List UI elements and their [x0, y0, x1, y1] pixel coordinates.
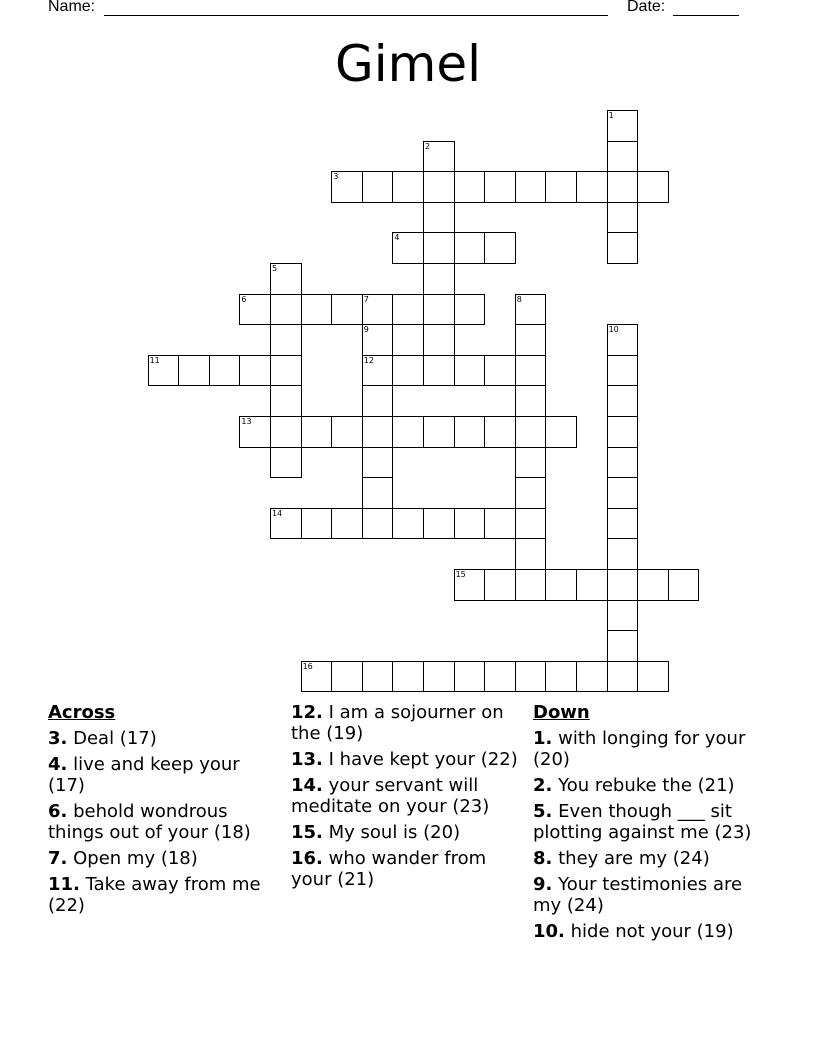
grid-cell[interactable] [423, 202, 455, 234]
cell-number: 8 [516, 294, 522, 304]
grid-cell[interactable] [392, 171, 424, 203]
cell-number: 14 [272, 508, 283, 518]
grid-cell[interactable] [454, 416, 486, 448]
grid-cell[interactable] [331, 294, 363, 326]
grid-cell[interactable] [392, 508, 424, 540]
grid-cell[interactable] [607, 141, 639, 173]
grid-cell[interactable] [607, 538, 639, 570]
grid-cell[interactable] [301, 661, 333, 693]
grid-cell[interactable] [545, 416, 577, 448]
grid-cell[interactable] [576, 171, 608, 203]
grid-cell[interactable] [301, 294, 333, 326]
grid-cell[interactable] [362, 385, 394, 417]
grid-cell[interactable] [515, 416, 547, 448]
grid-cell[interactable] [423, 171, 455, 203]
clue-text: live and keep your (17) [48, 754, 240, 796]
grid-cell[interactable] [515, 538, 547, 570]
grid-cell[interactable] [454, 569, 486, 601]
grid-cell[interactable] [331, 661, 363, 693]
grid-cell[interactable] [545, 661, 577, 693]
clue-number: 7. [48, 848, 68, 869]
grid-cell[interactable] [362, 661, 394, 693]
cell-number: 4 [394, 233, 400, 243]
clue-text: Take away from me (22) [48, 874, 261, 916]
grid-cell[interactable] [362, 324, 394, 356]
across-clues-continued [291, 702, 523, 895]
grid-cell[interactable] [515, 324, 547, 356]
grid-cell[interactable] [607, 324, 639, 356]
grid-cell[interactable] [637, 569, 669, 601]
grid-cell[interactable] [270, 355, 302, 387]
grid-cell[interactable] [301, 416, 333, 448]
clue-text: Even though ___ sit plotting against me (23) [533, 801, 752, 843]
clue-across [291, 775, 523, 817]
clue-across [48, 801, 280, 843]
grid-cell[interactable] [331, 171, 363, 203]
grid-cell[interactable] [607, 355, 639, 387]
grid-cell[interactable] [270, 263, 302, 295]
clue-number: 9. [533, 874, 553, 895]
clue-number: 10. [533, 921, 565, 942]
grid-cell[interactable] [607, 508, 639, 540]
clue-across [291, 749, 523, 770]
grid-cell[interactable] [484, 508, 516, 540]
clue-text: My soul is (20) [328, 822, 461, 843]
clue-number: 8. [533, 848, 553, 869]
clue-text: they are my (24) [558, 848, 710, 869]
grid-cell[interactable] [362, 477, 394, 509]
grid-cell[interactable] [515, 661, 547, 693]
cell-number: 10 [608, 325, 619, 335]
grid-cell[interactable] [607, 385, 639, 417]
grid-cell[interactable] [515, 385, 547, 417]
grid-cell[interactable] [392, 661, 424, 693]
grid-cell[interactable] [392, 355, 424, 387]
grid-cell[interactable] [148, 355, 180, 387]
grid-cell[interactable] [484, 232, 516, 264]
grid-cell[interactable] [362, 294, 394, 326]
grid-cell[interactable] [270, 508, 302, 540]
grid-cell[interactable] [392, 232, 424, 264]
grid-cell[interactable] [545, 569, 577, 601]
grid-cell[interactable] [239, 355, 271, 387]
clue-text: with longing for your (20) [533, 728, 746, 770]
clue-across [48, 874, 280, 916]
grid-cell[interactable] [454, 355, 486, 387]
grid-cell[interactable] [331, 416, 363, 448]
grid-cell[interactable] [607, 171, 639, 203]
cell-number: 5 [272, 264, 278, 273]
grid-cell[interactable] [239, 416, 271, 448]
grid-cell[interactable] [576, 661, 608, 693]
grid-cell[interactable] [637, 661, 669, 693]
grid-cell[interactable] [607, 630, 639, 662]
grid-cell[interactable] [423, 324, 455, 356]
grid-cell[interactable] [484, 355, 516, 387]
grid-cell[interactable] [423, 661, 455, 693]
clue-across [291, 848, 523, 890]
clue-text: Open my (18) [73, 848, 198, 869]
down-clues [533, 702, 773, 947]
across-clues [48, 702, 280, 921]
grid-cell[interactable] [362, 171, 394, 203]
name-label: Name: [48, 0, 96, 15]
down-heading: Down [533, 702, 590, 723]
clue-text: your servant will meditate on your (23) [291, 775, 490, 817]
grid-cell[interactable] [515, 477, 547, 509]
clue-number: 3. [48, 728, 68, 749]
clue-text: You rebuke the (21) [558, 775, 735, 796]
clue-text: hide not your (19) [570, 921, 734, 942]
clue-number: 14. [291, 775, 323, 796]
grid-cell[interactable] [270, 416, 302, 448]
cell-number: 12 [363, 355, 374, 365]
grid-cell[interactable] [484, 416, 516, 448]
grid-cell[interactable] [392, 416, 424, 448]
clue-number: 4. [48, 754, 68, 775]
grid-cell[interactable] [423, 355, 455, 387]
grid-cell[interactable] [515, 294, 547, 326]
grid-cell[interactable] [392, 294, 424, 326]
grid-cell[interactable] [484, 171, 516, 203]
grid-cell[interactable] [270, 324, 302, 356]
clue-number: 12. [291, 702, 323, 723]
clue-down [533, 874, 773, 916]
clue-number: 2. [533, 775, 553, 796]
grid-cell[interactable] [515, 355, 547, 387]
grid-cell[interactable] [637, 171, 669, 203]
grid-cell[interactable] [545, 171, 577, 203]
cell-number: 11 [149, 355, 160, 365]
grid-cell[interactable] [607, 416, 639, 448]
grid-cell[interactable] [178, 355, 210, 387]
grid-cell[interactable] [362, 416, 394, 448]
clue-across [48, 848, 280, 869]
clue-number: 6. [48, 801, 68, 822]
cell-number: 2 [425, 141, 431, 151]
clue-down [533, 775, 773, 796]
date-label: Date: [627, 0, 666, 15]
cell-number: 6 [241, 294, 247, 304]
grid-cell[interactable] [607, 477, 639, 509]
clue-down [533, 848, 773, 869]
grid-cell[interactable] [454, 232, 486, 264]
grid-cell[interactable] [362, 508, 394, 540]
puzzle-title: Gimel [335, 35, 481, 93]
clue-number: 5. [533, 801, 553, 822]
cell-number: 13 [241, 417, 252, 426]
across-heading: Across [48, 702, 116, 723]
grid-cell[interactable] [668, 569, 700, 601]
grid-cell[interactable] [423, 508, 455, 540]
grid-cell[interactable] [423, 141, 455, 173]
clue-across [48, 728, 280, 749]
grid-cell[interactable] [607, 110, 639, 142]
grid-cell[interactable] [484, 661, 516, 693]
cell-number: 7 [363, 294, 369, 304]
clue-number: 1. [533, 728, 553, 749]
clue-text: I have kept your (22) [328, 749, 518, 770]
clue-number: 11. [48, 874, 80, 895]
clue-across [48, 754, 280, 796]
cell-number: 3 [333, 172, 339, 182]
clue-text: who wander from your (21) [291, 848, 487, 890]
cell-number: 16 [302, 661, 313, 671]
grid-cell[interactable] [607, 202, 639, 234]
grid-cell[interactable] [423, 416, 455, 448]
grid-cell[interactable] [454, 508, 486, 540]
grid-cell[interactable] [515, 569, 547, 601]
grid-cell[interactable] [454, 171, 486, 203]
clue-text: behold wondrous things out of your (18) [48, 801, 251, 843]
grid-cell[interactable] [270, 447, 302, 479]
grid-cell[interactable] [423, 263, 455, 295]
grid-cell[interactable] [576, 569, 608, 601]
clue-text: Your testimonies are my (24) [533, 874, 743, 916]
clue-down [533, 801, 773, 843]
grid-cell[interactable] [607, 569, 639, 601]
grid-cell[interactable] [607, 661, 639, 693]
grid-cell[interactable] [270, 385, 302, 417]
grid-cell[interactable] [454, 294, 486, 326]
grid-cell[interactable] [209, 355, 241, 387]
cell-number: 1 [608, 111, 614, 120]
grid-cell[interactable] [454, 661, 486, 693]
grid-cell[interactable] [423, 294, 455, 326]
grid-cell[interactable] [607, 447, 639, 479]
grid-cell[interactable] [515, 508, 547, 540]
grid-cell[interactable] [484, 569, 516, 601]
grid-cell[interactable] [362, 447, 394, 479]
clue-across [291, 822, 523, 843]
grid-cell[interactable] [301, 508, 333, 540]
grid-cell[interactable] [607, 232, 639, 264]
clue-text: I am a sojourner on the (19) [291, 702, 504, 744]
grid-cell[interactable] [331, 508, 363, 540]
cell-number: 9 [363, 325, 369, 335]
grid-cell[interactable] [515, 447, 547, 479]
clue-down [533, 728, 773, 770]
cell-number: 15 [455, 570, 466, 579]
grid-cell[interactable] [270, 294, 302, 326]
grid-cell[interactable] [362, 355, 394, 387]
clue-down [533, 921, 773, 942]
clue-across [291, 702, 523, 744]
grid-cell[interactable] [515, 171, 547, 203]
grid-cell[interactable] [423, 232, 455, 264]
clue-number: 16. [291, 848, 323, 869]
clue-text: Deal (17) [73, 728, 157, 749]
clue-number: 13. [291, 749, 323, 770]
grid-cell[interactable] [239, 294, 271, 326]
clue-number: 15. [291, 822, 323, 843]
grid-cell[interactable] [607, 600, 639, 632]
